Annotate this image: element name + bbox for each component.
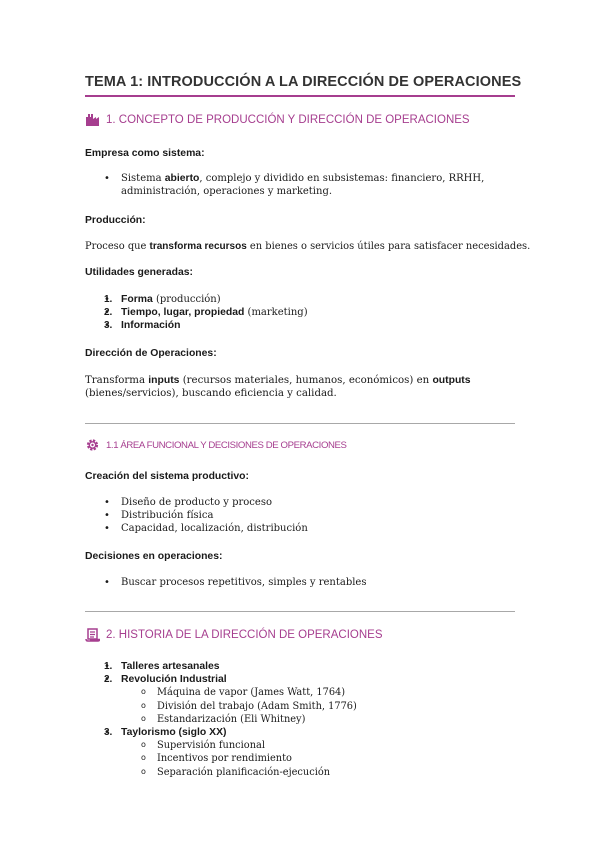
produccion-paragraph <box>85 240 530 253</box>
item-number: • 1. <box>104 661 113 672</box>
list-item <box>85 660 357 673</box>
section-1-1-title: 1.1 ÁREA FUNCIONAL Y DECISIONES DE OPERACIONES <box>106 439 347 451</box>
text-span: en bienes o servicios útiles para satisfacer necesidades. <box>246 241 531 252</box>
section-2-title: 2. HISTORIA DE LA DIRECCIÓN DE OPERACIONES <box>106 629 383 641</box>
sublist-item: o División del trabajo (Adam Smith, 1776) <box>85 700 357 713</box>
item-number: • 3. <box>104 320 113 332</box>
utilidades-label: Utilidades generadas: <box>85 267 193 278</box>
section-1-title: 1. CONCEPTO DE PRODUCCIÓN Y DIRECCIÓN DE OPERACIONES <box>106 114 470 126</box>
title-underline <box>85 95 515 97</box>
section-divider <box>85 611 515 612</box>
section-divider <box>85 423 515 424</box>
gear-icon <box>85 438 100 452</box>
creacion-list <box>85 496 308 536</box>
empresa-list <box>85 172 484 198</box>
item-text: , complejo y dividido en subsistemas: financiero, RRHH, <box>199 173 485 184</box>
item-number: • 3. <box>104 727 113 739</box>
list-item: • Distribución física <box>85 509 308 522</box>
sublist-item: o Separación planificación-ejecución <box>85 766 357 779</box>
item-text-line2: administración, operaciones y marketing. <box>121 186 333 198</box>
section-1-heading <box>85 113 470 127</box>
sublist-item: o Máquina de vapor (James Watt, 1764) <box>85 686 357 699</box>
sublist-item: o Estandarización (Eli Whitney) <box>85 713 357 726</box>
text-bold: outputs <box>432 375 471 386</box>
item-bold: Información <box>121 320 181 332</box>
text-line2: (bienes/servicios), buscando eficiencia y calidad. <box>85 388 337 400</box>
factory-icon <box>85 113 100 127</box>
text-bold: transforma recursos <box>149 241 247 252</box>
item-text: (producción) <box>152 294 221 305</box>
item-number: • 2. <box>104 307 113 319</box>
item-label: Taylorismo (siglo XX) <box>121 727 227 739</box>
decisiones-list <box>85 576 366 589</box>
produccion-label: Producción: <box>85 215 146 226</box>
item-label: Talleres artesanales <box>121 661 220 672</box>
sublist-item: o Supervisión funcional <box>85 739 357 752</box>
direccion-label: Dirección de Operaciones: <box>85 348 217 359</box>
section-1-1-heading <box>85 438 347 452</box>
historia-list <box>85 660 357 779</box>
list-item <box>85 172 484 198</box>
section-2-heading <box>85 628 383 642</box>
page-title: TEMA 1: INTRODUCCIÓN A LA DIRECCIÓN DE OPERACIONES <box>85 74 522 90</box>
item-bold: Forma <box>121 294 153 305</box>
item-bold: Tiempo, lugar, propiedad <box>121 307 245 319</box>
item-number: • 2. <box>104 674 113 686</box>
text-span: (recursos materiales, humanos, económicos) en <box>179 375 433 386</box>
list-item <box>85 673 357 726</box>
list-item: • Buscar procesos repetitivos, simples y rentables <box>85 576 366 589</box>
item-bold: abierto <box>164 173 200 184</box>
decisiones-label: Decisiones en operaciones: <box>85 551 223 562</box>
direccion-paragraph <box>85 374 471 400</box>
list-item <box>85 293 308 306</box>
sublist <box>85 686 357 726</box>
item-label: Revolución Industrial <box>121 674 227 686</box>
list-item <box>85 726 357 779</box>
item-number: • 1. <box>104 294 113 305</box>
text-span: Proceso que <box>85 241 150 252</box>
list-item: • Capacidad, localización, distribución <box>85 522 308 535</box>
list-item <box>85 306 308 319</box>
empresa-label: Empresa como sistema: <box>85 148 205 159</box>
list-item: • Diseño de producto y proceso <box>85 496 308 509</box>
item-text: (marketing) <box>244 307 308 319</box>
creacion-label: Creación del sistema productivo: <box>85 471 249 482</box>
utilidades-list <box>85 293 308 333</box>
list-item <box>85 319 308 332</box>
item-text: Sistema <box>121 173 165 184</box>
sublist-item: o Incentivos por rendimiento <box>85 752 357 765</box>
text-span: Transforma <box>85 375 149 386</box>
scroll-icon <box>85 628 100 642</box>
text-bold: inputs <box>148 375 180 386</box>
sublist <box>85 739 357 779</box>
